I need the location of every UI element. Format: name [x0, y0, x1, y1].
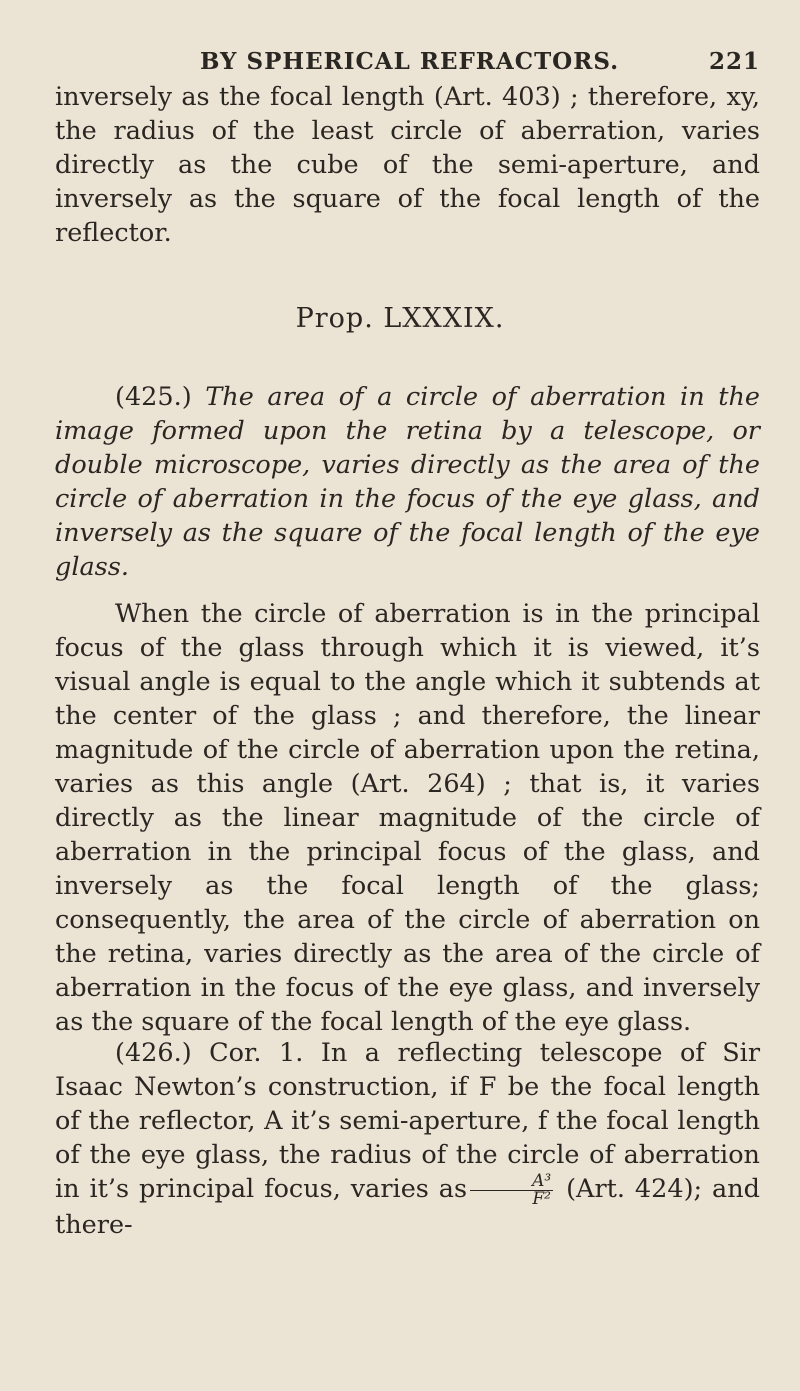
body-paragraph: When the circle of aberration is in the principal focus of the glass through which it is viewed, it’s visual angle is equal to the angle which it subtends at the center of the glass ; and therefore, the linear magnitude of the circle of aberration upon the retina, varies as this angle (Art. 264) ; that is, it varies directly as the linear magnitude of the circle of aberration in the principal focus of the glass, and inversely as the focal length of the glass; consequently, the area of the circle of aberration on the retina, varies directly as the area of the circle of aberration in the focus of the eye glass, and inversely as the square of the focal length of the eye glass.: [55, 599, 760, 1037]
proposition-number: (425.): [115, 382, 192, 412]
corollary-number: (426.): [115, 1038, 192, 1068]
corollary-text-end: (Art. 424); and there-: [55, 1174, 760, 1240]
formula-numerator: A³: [470, 1173, 553, 1191]
proposition-heading: Prop. LXXXIX.: [295, 303, 505, 334]
corollary-text: In a reflecting telescope of Sir Isaac Newton’s construction, if F be the focal length of the reflector, A it’s semi-aperture, f the focal length of the eye glass, the radius of the circle of aberration in it’s principal focus, varies as: [55, 1038, 761, 1204]
running-title: BY SPHERICAL REFRACTORS.: [200, 48, 620, 75]
continuation-paragraph: inversely as the focal length (Art. 403) ; therefore, xy, the radius of the least circle of aberration, varies directly as the cube of the semi-aperture, and inversely as the square of the focal length of the reflector.: [55, 82, 760, 248]
proposition-text: The area of a circle of aberration in the image formed upon the retina by a telescope, or double microscope, varies directly as the area of the circle of aberration in the focus of the eye glass, and inversely as the square of the focal length of the eye glass.: [55, 382, 760, 582]
running-header: [100, 48, 760, 75]
formula-fraction: [470, 1170, 553, 1209]
proposition-statement: [55, 380, 760, 584]
page-number: 221: [708, 48, 760, 75]
formula-denominator: F²: [532, 1188, 551, 1209]
corollary-paragraph: [55, 1036, 760, 1242]
corollary-label: Cor. 1.: [209, 1038, 304, 1068]
